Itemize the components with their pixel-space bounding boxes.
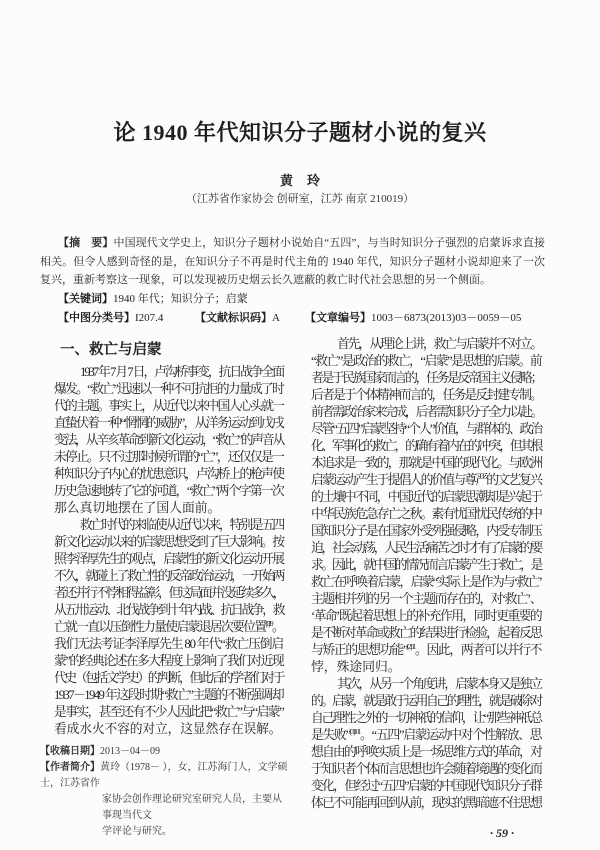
text-line: 与矫正的思想功能”$^{[2]31}$。因此，两者可以并行不: [311, 643, 541, 657]
clc-number: 【中图分类号】I207.4: [58, 311, 164, 324]
text-line: 未停止。只不过那时候所谓的“亡”，还仅仅是一: [54, 450, 283, 464]
text-line: “救亡”是政治的救亡，“启蒙”是思想的启蒙。前: [311, 354, 541, 368]
text-line: 是事实，甚至还有不少人因此把“救亡”与“启蒙”: [54, 705, 283, 719]
text-line: 是不断对革命或救亡的结果进行检验，起着反思: [311, 626, 541, 640]
text-line: 看成水火不容的对立，这显然存在误解。: [54, 722, 282, 736]
text-line: 亡就一直以压倒性力量使启蒙退居次要位置$^{[1]19}$。: [54, 620, 283, 634]
text-line: 救亡时代的来临使从近代以来，特别是五四: [80, 518, 283, 532]
text-line: 者还并行不悖相得益彰，但这局面并没延续多久，: [54, 586, 283, 600]
article-title: 论 1940 年代知识分子题材小说的复兴: [113, 120, 487, 145]
text-line: 种知识分子内心的忧患意识，卢沟桥上的枪声使: [54, 467, 283, 481]
text-line: 尽管“五四”启蒙坚持“个人”价值，与群体的、政治: [311, 422, 541, 436]
paragraph: [311, 336, 541, 676]
article-number: 【文章编号】1003－6873(2013)03－0059－05: [305, 311, 522, 324]
text-line: 求。因此，就中国的情况而言启蒙产生于救亡，是: [311, 558, 541, 572]
text-line: 我们无法考证李泽厚先生 80 年代“救亡压倒启: [54, 637, 283, 651]
document-code: 【文献标识码】A: [195, 311, 280, 324]
left-column: [54, 364, 283, 738]
text-line: 中华民族危急存亡之秋。素有忧国忧民传统的中: [311, 507, 541, 521]
text-line: 蒙”的经典论述在多大程度上影响了我们对近现: [54, 654, 283, 668]
text-line: 主题相并列的另一个主题而存在的，对‘救亡’、: [311, 592, 541, 606]
text-line: 那么真切地摆在了国人面前。: [54, 501, 221, 515]
text-line: 1937 年 7 月 7 日，卢沟桥事变，抗日战争全面: [80, 365, 283, 379]
author-name: 黄玲: [279, 173, 334, 188]
text-line: ‘革命’既起着思想上的补充作用，同时更重要的: [311, 609, 541, 623]
paragraph: [311, 676, 541, 812]
abstract-label: 【摘 要】: [58, 237, 114, 249]
text-line: 爆发。“救亡”迅速以一种不可抗拒的力量成了时: [54, 382, 283, 396]
text-line: 1937－1949 年这段时期“救亡”主题的不断强调却: [54, 688, 283, 702]
citation-superscript: [1]19: [265, 620, 272, 628]
text-line: 化、军事化的救亡，的确有着内在的冲突，但其根: [311, 439, 541, 453]
text-line: 代史（包括文学史）的判断，但此后的学者们对于: [54, 671, 283, 685]
text-line: 是失败”$^{[3]101}$。“五四”启蒙运动中对个性解放、思: [311, 728, 541, 742]
paragraph: [54, 364, 283, 517]
text-line: 历史急速地转了它的河道，“救亡”两个字第一次: [54, 484, 283, 498]
citation-superscript: [3]101: [349, 728, 360, 736]
text-line: 想自由的呼唤实质上是一场思维方式的革命，对: [311, 745, 541, 759]
abstract-text: 中国现代文学史上，知识分子题材小说始自“五四”，与当时知识分子强烈的启蒙诉求直接相关。但令人感到奇怪的是，在知识分子不再是时代主角的 1940 年代，知识分子题材小说却迎来了一次复兴，重新考察这一现象，可以发现被历史烟云长久遮蔽的救亡时代社会思想的另一个侧面。: [40, 237, 545, 286]
text-line: 不久，就碰上了救亡性的反帝政治运动，一开始两: [54, 569, 283, 583]
paragraph: [54, 517, 283, 738]
text-line: 新文化运动以来的启蒙思想受到了巨大影响。按: [54, 535, 283, 549]
front-matter: [40, 234, 545, 328]
text-line: 于知识者个体而言思想也许会随着境遇的变化而: [311, 762, 541, 776]
text-line: 救亡在呼唤着启蒙，启蒙“实际上是作为与‘救亡’: [311, 575, 541, 589]
page-number: · 59 ·: [490, 826, 514, 840]
text-line: 从五卅运动、北伐战争到十年内战、抗日战争，救: [54, 603, 283, 617]
text-line: 国知识分子是在国家外受列强侵略，内受专制压: [311, 524, 541, 538]
text-line: 前者需政治家来完成，后者需知识分子全力以赴。: [311, 405, 541, 419]
text-line: 直蛰伏着一种“惘惘的威胁”，从洋务运动到戊戌: [54, 416, 283, 430]
text-line: 体已不可能再回到从前，现实的黑暗遮不住思想: [311, 796, 541, 810]
text-line: 代的主题。事实上，从近代以来中国人心头就一: [54, 399, 283, 413]
text-line: 照李泽厚先生的观点，启蒙性的新文化运动开展: [54, 552, 283, 566]
article-notes: [40, 744, 290, 840]
section-heading: 一、救亡与启蒙: [60, 342, 162, 358]
text-line: 本追求是一致的，那就是中国的现代化。与欧洲: [311, 456, 541, 470]
author-bio: 【作者简介】黄玲（1978－ ），女，江苏海门人，文学硕士，江苏省作 家协会创作理论研究室研究人员，主要从事现当代文 学评论与研究。: [40, 762, 288, 837]
text-line: 变法，从辛亥革命到新文化运动，“救亡”的声音从: [54, 433, 283, 447]
text-line: 变化，但经过“五四”启蒙的中国现代知识分子群: [311, 779, 541, 793]
text-line: 者是于民族国家而言的，任务是反帝国主义侵略；: [311, 371, 541, 385]
text-line: 自己理性之外的一切神祇的信仰，让“那些神祇总: [311, 711, 541, 725]
author-affiliation: （江苏省作家协会 创研室，江苏 南京 210019）: [185, 193, 415, 205]
text-line: 的。启蒙，就是敢于运用自己的理性，就是破除对: [311, 694, 541, 708]
text-line: 迫，社会动荡，人民生活痛苦之时才有了启蒙的要: [311, 541, 541, 555]
text-line: 悖，殊途同归。: [311, 660, 401, 674]
text-line: 的土壤中不同，中国近代的启蒙思潮却是兴起于: [311, 490, 541, 504]
right-column: [311, 336, 541, 812]
text-line: 启蒙运动产生于提倡人的价值与尊严的文艺复兴: [311, 473, 541, 487]
received-date: 【收稿日期】2013－04－09: [40, 746, 160, 757]
text-line: 后者是于个体精神而言的，任务是反封建专制。: [311, 388, 541, 402]
text-line: 首先，从理论上讲，救亡与启蒙并不对立。: [337, 337, 541, 351]
abstract: [40, 234, 545, 290]
text-line: 其次，从另一个角度讲，启蒙本身又是独立: [337, 677, 541, 691]
keywords-label: 【关键词】: [58, 292, 113, 305]
keywords: [58, 290, 545, 309]
classification-line: [58, 309, 545, 328]
keywords-text: 1940 年代；知识分子；启蒙: [113, 292, 248, 305]
citation-superscript: [2]31: [406, 643, 415, 651]
